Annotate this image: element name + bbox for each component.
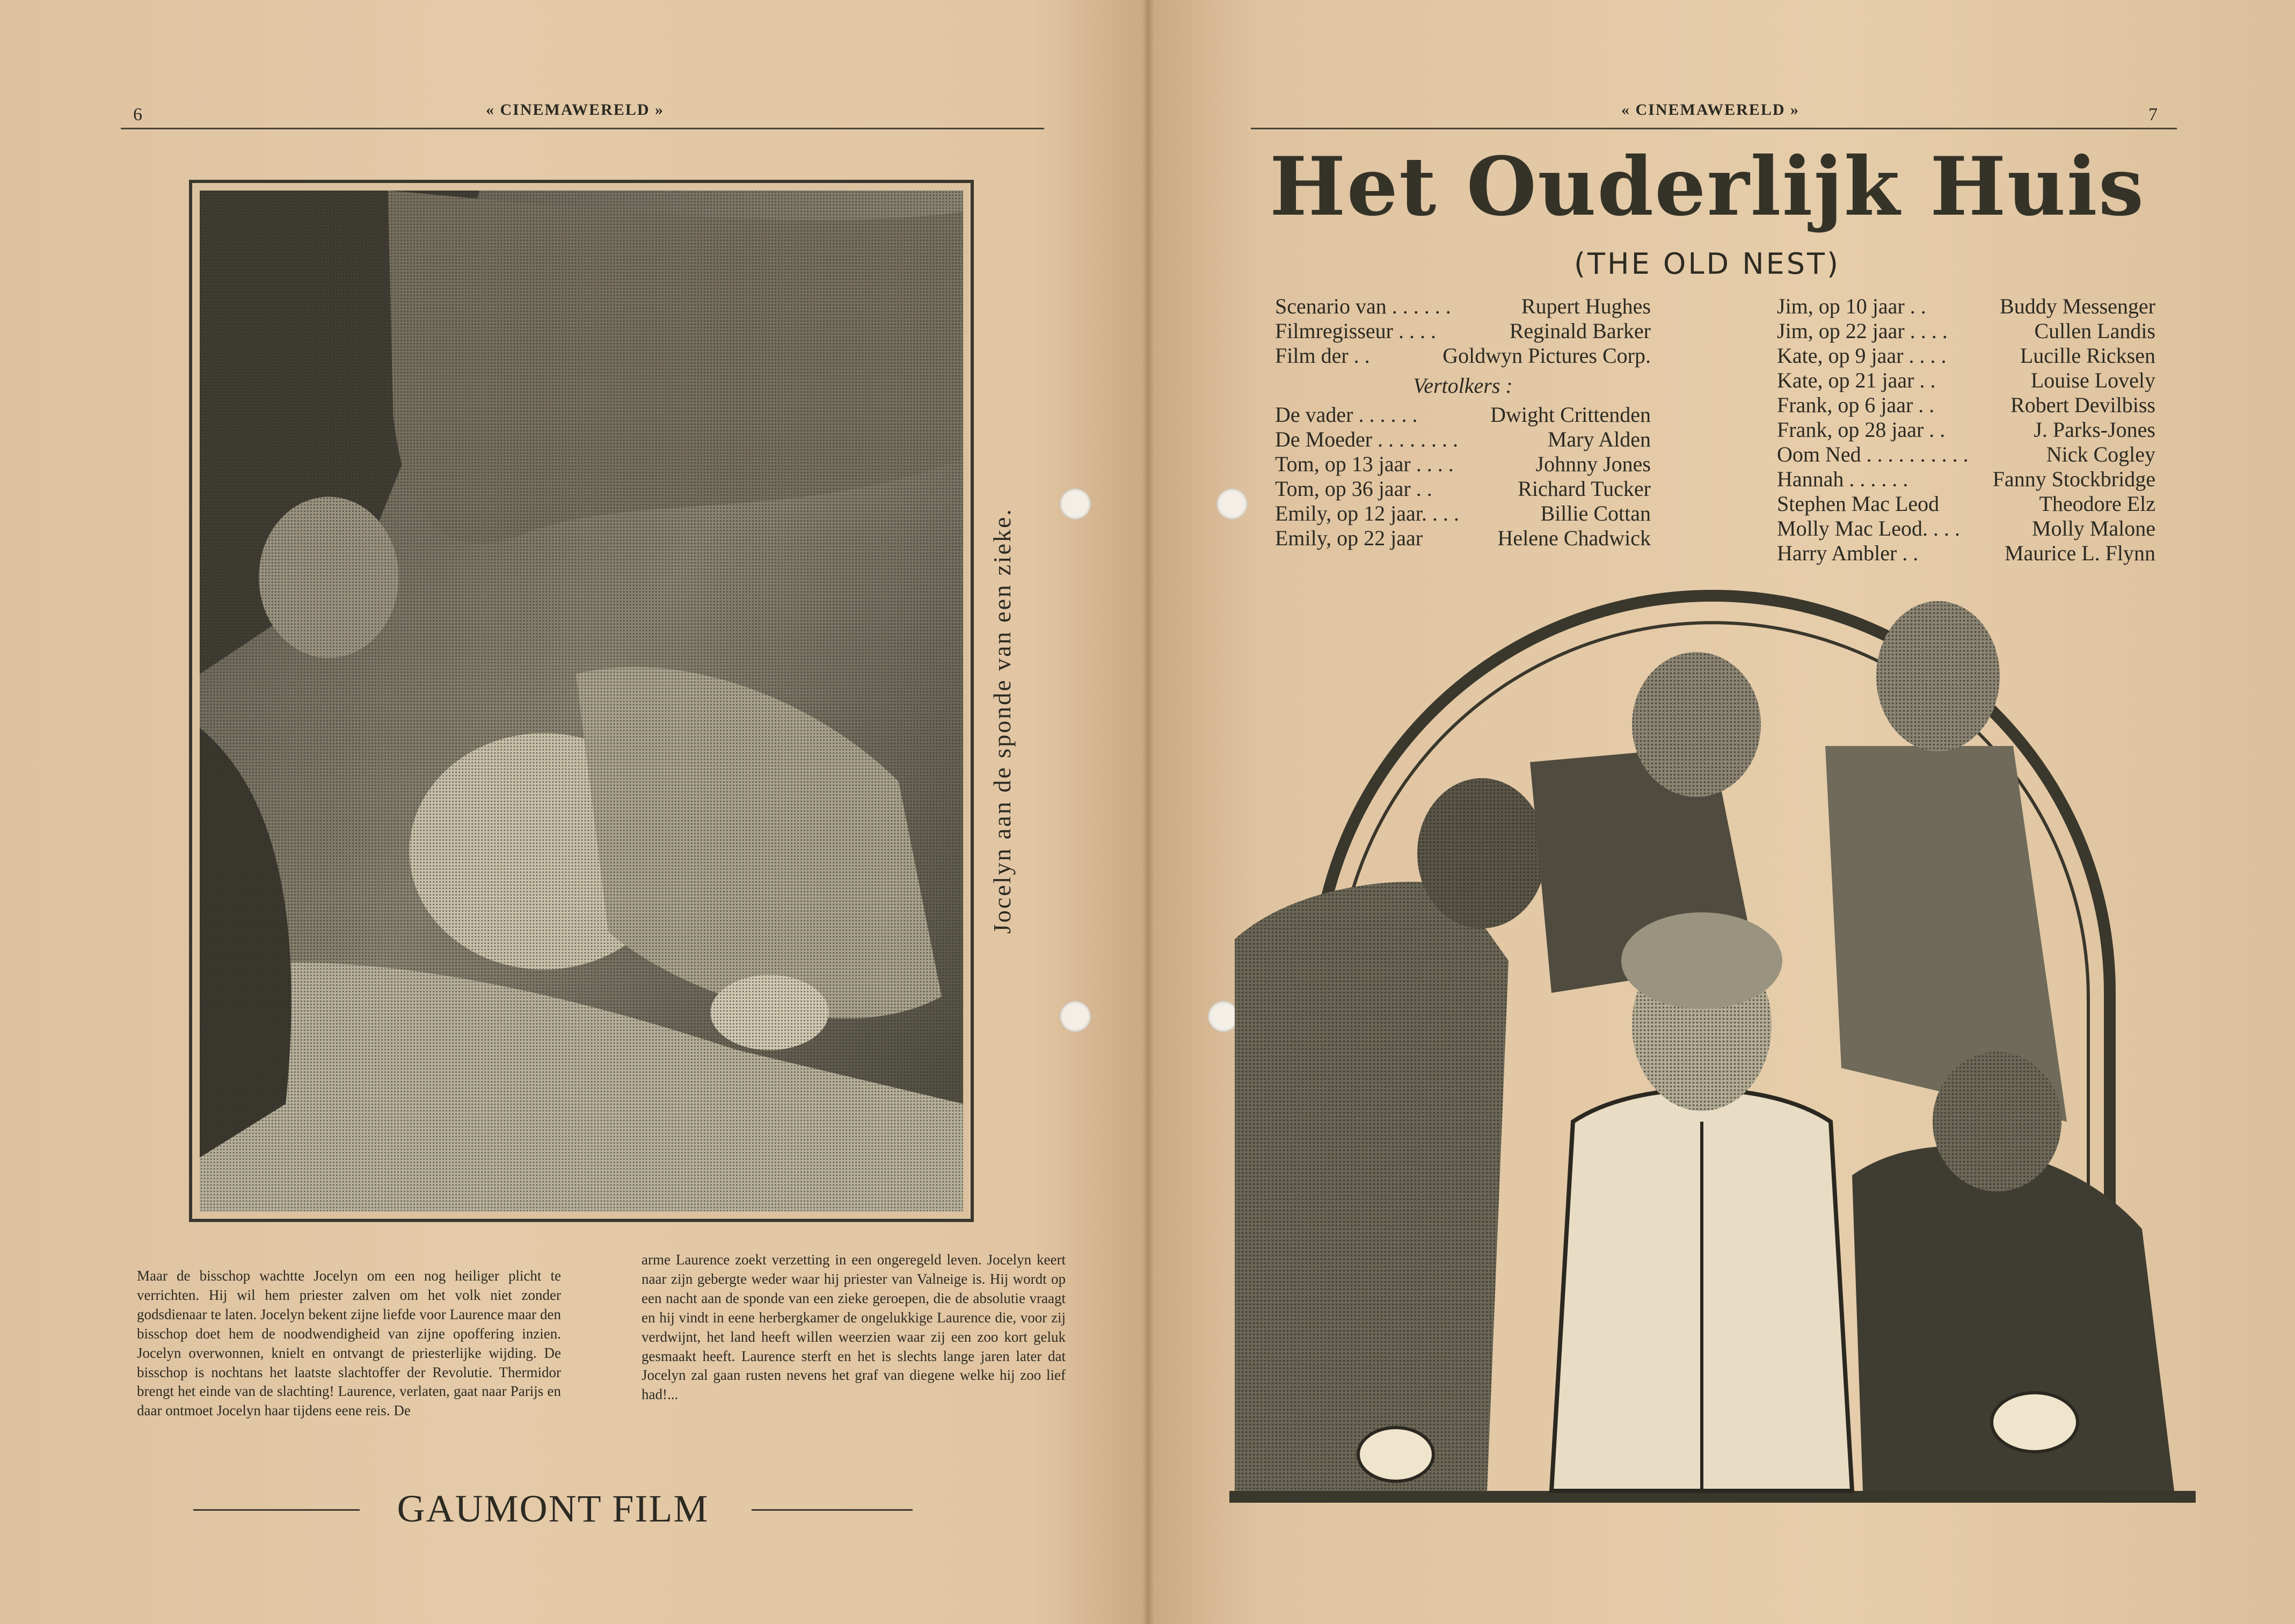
photo-caption: Jocelyn aan de sponde van een zieke. [988,508,1016,934]
left-running-head: « CINEMAWERELD » [486,101,665,119]
article-column-1: Maar de bisschop wachtte Jocelyn om een nog heiliger plicht te verrichten. Hij wil hem priester zalven om het volk niet zonder godsdienaar te laten. Jocelyn bekent zijne liefde voor Laurence maar den bisschop doet hem de noodwendigheid van zijne opoffering inzien. Jocelyn overwonnen, knielt en ontvangt de priesterlijke wijding. De bisschop is nochtans het laatste slachtoffer der Revolutie. Thermidor brengt het einde van de slachting! Laurence, verlaten, gaat naar Parijs en daar ontmoet Jocelyn haar tijdens eene reis. De [137,1268,561,1419]
credits-right-column [1777,294,2155,566]
right-page-number: 7 [2148,105,2158,125]
cast-row: Harry Ambler . . Maurice L. Flynn [1777,541,2155,565]
right-running-head: « CINEMAWERELD » [1621,101,1800,119]
cast-row: De Moeder . . . . . . . . Mary Alden [1275,427,1651,451]
film-title: Het Ouderlijk Huis [1269,140,2145,234]
cast-row: Emily, op 12 jaar. . . . Billie Cottan [1275,501,1651,525]
credit-row: Film der . . Goldwyn Pictures Corp. [1275,343,1651,368]
cast-row: Jim, op 10 jaar . . Buddy Messenger [1777,294,2155,318]
article-column-2: arme Laurence zoekt verzetting in een ongeregeld leven. Jocelyn keert naar zijn gebergte weder waar hij priester van Valneige is. Hij wordt op een nacht aan de sponde van een zieke geroepen, die de absolutie vraagt en hij vindt in eene herbergkamer de ongelukkige Laurence die, voor zij verdwijnt, het land heeft willen weerzien waar zij een zoo kort geluk gesmaakt heeft. Laurence sterft en het is slechts lange jaren later dat Jocelyn zal gaan rusten nevens het graf van diegene welke hij zoo lief had!... [642,1252,1066,1403]
cast-heading: Vertolkers : [1413,374,1513,398]
cast-row: Frank, op 28 jaar . . J. Parks-Jones [1777,418,2155,442]
right-header-rule [1251,128,2177,129]
cast-row: Oom Ned . . . . . . . . . . Nick Cogley [1777,442,2155,466]
film-still-image [200,191,963,1211]
cast-row: Hannah . . . . . . Fanny Stockbridge [1777,467,2155,491]
cast-row: Kate, op 9 jaar . . . . Lucille Ricksen [1777,343,2155,368]
footer-rule-right [752,1509,913,1511]
film-subtitle: (THE OLD NEST) [1573,247,1841,281]
left-header-rule [121,128,1044,129]
punch-hole [1060,1001,1091,1032]
film-still-photo [189,180,974,1222]
punch-hole [1060,488,1091,520]
credits-left-column [1275,294,1651,551]
cast-row: Tom, op 13 jaar . . . . Johnny Jones [1275,452,1651,476]
punch-hole [1216,488,1248,520]
cast-row: Stephen Mac Leod Theodore Elz [1777,492,2155,516]
left-page-number: 6 [133,105,142,125]
cast-row: Frank, op 6 jaar . . Robert Devilbiss [1777,393,2155,417]
cast-row: Emily, op 22 jaar Helene Chadwick [1275,526,1651,550]
cast-row: De vader . . . . . . Dwight Crittenden [1275,403,1651,427]
footer-brand [193,1487,913,1530]
cast-row: Kate, op 21 jaar . . Louise Lovely [1777,368,2155,392]
cast-row: Molly Mac Leod. . . . Molly Malone [1777,516,2155,540]
family-group-illustration [1229,585,2196,1519]
credit-row: Filmregisseur . . . . Reginald Barker [1275,319,1651,343]
credit-row: Scenario van . . . . . . Rupert Hughes [1275,294,1651,318]
footer-brand-text: GAUMONT FILM [397,1487,709,1530]
page-gutter [1142,0,1154,1624]
cast-row: Jim, op 22 jaar . . . . Cullen Landis [1777,319,2155,343]
cast-row: Tom, op 36 jaar . . Richard Tucker [1275,477,1651,501]
